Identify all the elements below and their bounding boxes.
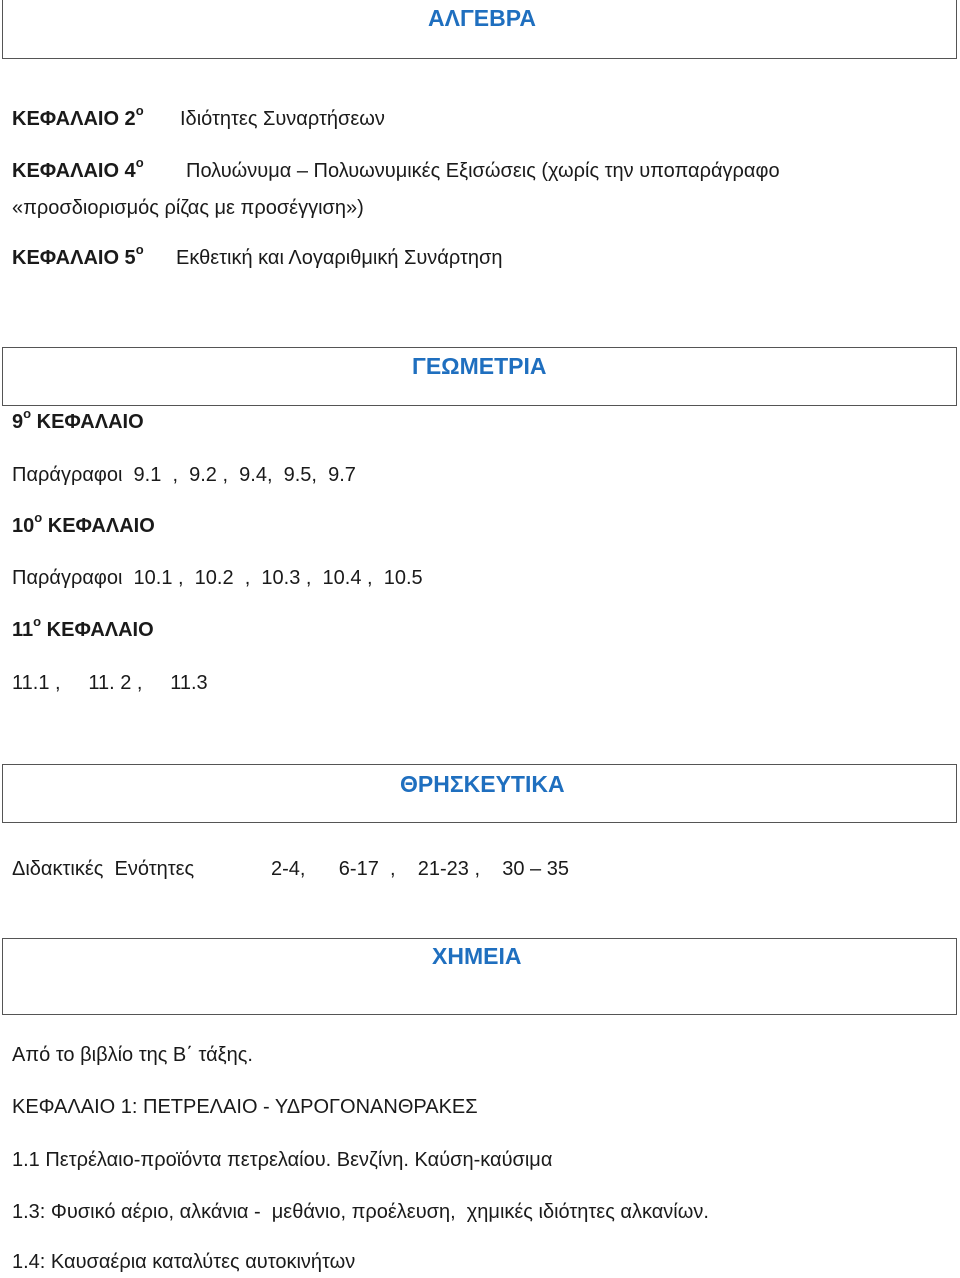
geometry-chapter-9-heading [12,406,144,433]
chemistry-line-1: Από το βιβλίο της Β΄ τάξης. [12,1044,253,1066]
ordinal-mark: ο [135,103,144,119]
ordinal-mark: ο [23,406,32,422]
algebra-chapter-4-text: Πολυώνυμα – Πολυωνυμικές Εξισώσεις (χωρίς την υποπαράγραφο [186,160,780,182]
ordinal-mark: ο [135,242,144,258]
chemistry-line-3: 1.1 Πετρέλαιο-προϊόντα πετρελαίου. Βενζίνη. Καύση-καύσιμα [12,1149,553,1171]
chapter-label: ΚΕΦΑΛΑΙΟ [46,619,154,641]
geometry-chapter-10-heading [12,510,155,537]
algebra-title: ΑΛΓΕΒΡΑ [428,5,536,31]
algebra-chapter-4-continuation: «προσδιορισμός ρίζας με προσέγγιση») [12,197,364,219]
chapter-number: 11 [12,619,34,641]
chemistry-line-2: ΚΕΦΑΛΑΙΟ 1: ΠΕΤΡΕΛΑΙΟ - ΥΔΡΟΓΟΝΑΝΘΡΑΚΕΣ [12,1096,478,1118]
chapter-label: ΚΕΦΑΛΑΙΟ [36,411,144,433]
geometry-chapter-11-heading [12,614,154,641]
chemistry-line-5: 1.4: Καυσαέρια καταλύτες αυτοκινήτων [12,1251,356,1273]
geometry-title: ΓΕΩΜΕΤΡΙΑ [412,353,547,379]
chemistry-line-4: 1.3: Φυσικό αέριο, αλκάνια - μεθάνιο, προέλευση, χημικές ιδιότητες αλκανίων. [12,1201,709,1223]
algebra-chapter-4-row [12,155,144,182]
religion-units: 2-4, 6-17 , 21-23 , 30 – 35 [271,858,569,880]
algebra-chapter-5-row [12,242,144,269]
algebra-chapter-2-text: Ιδιότητες Συναρτήσεων [180,108,385,130]
ordinal-mark: ο [33,614,42,630]
religion-label: Διδακτικές Ενότητες [12,858,195,880]
geometry-chapter-10-paragraphs: Παράγραφοι 10.1 , 10.2 , 10.3 , 10.4 , 10.5 [12,567,423,589]
religion-title: ΘΡΗΣΚΕΥΤΙΚΑ [400,771,565,797]
chemistry-title: ΧΗΜΕΙΑ [432,943,522,969]
geometry-chapter-9-paragraphs: Παράγραφοι 9.1 , 9.2 , 9.4, 9.5, 9.7 [12,464,356,486]
chapter-label: ΚΕΦΑΛΑΙΟ 4 [12,160,136,182]
ordinal-mark: ο [135,155,144,171]
algebra-chapter-5-text: Εκθετική και Λογαριθμική Συνάρτηση [176,247,503,269]
geometry-chapter-11-paragraphs: 11.1 , 11. 2 , 11.3 [12,672,208,694]
chapter-number: 10 [12,515,35,537]
ordinal-mark: ο [34,510,43,526]
chapter-label: ΚΕΦΑΛΑΙΟ 5 [12,247,136,269]
chapter-label: ΚΕΦΑΛΑΙΟ 2 [12,108,136,130]
algebra-chapter-2-row [12,103,144,130]
chapter-number: 9 [12,411,24,433]
chapter-label: ΚΕΦΑΛΑΙΟ [47,515,155,537]
